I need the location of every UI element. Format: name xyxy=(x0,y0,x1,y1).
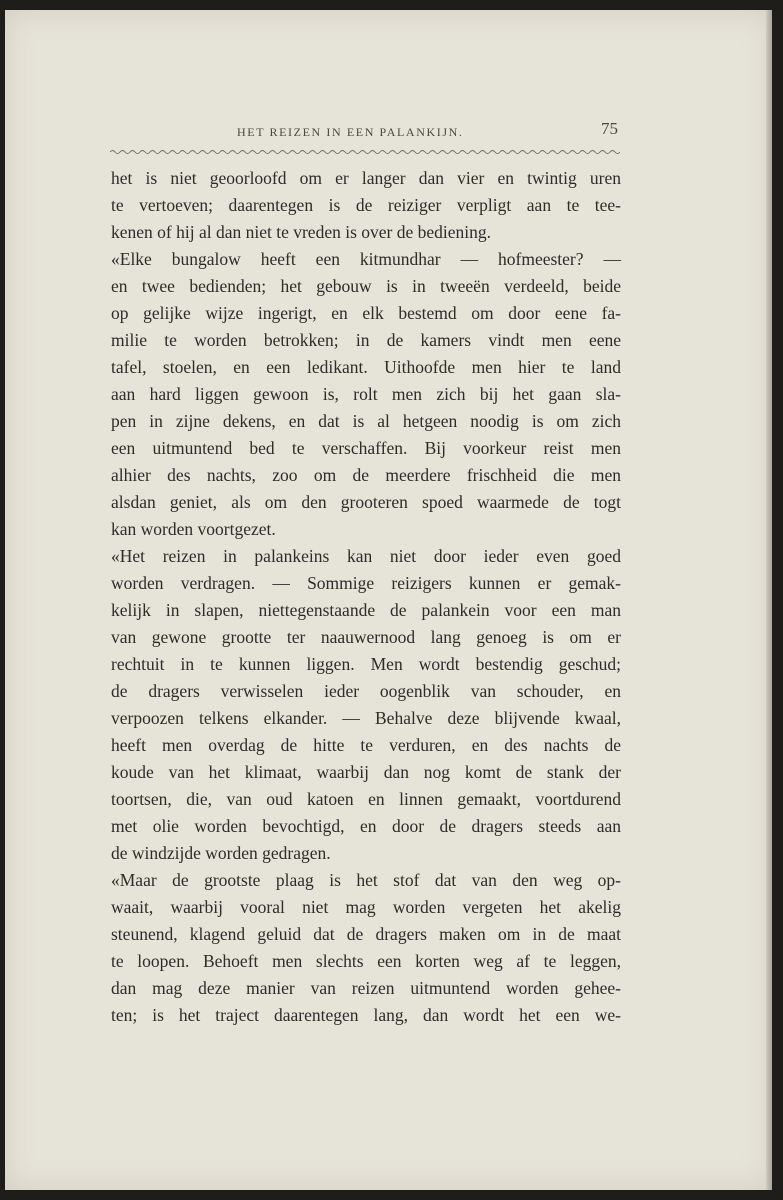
page-number: 75 xyxy=(601,119,618,138)
text-line: van gewone grootte ter naauwernood lang genoeg is om er xyxy=(111,627,621,647)
book-page xyxy=(5,10,772,1190)
text-line: de windzijde worden gedragen. xyxy=(111,843,331,863)
text-line: en twee bedienden; het gebouw is in tweeën verdeeld, beide xyxy=(111,276,621,296)
text-line: te loopen. Behoeft men slechts een korten weg af te leggen, xyxy=(111,951,621,971)
text-line: een uitmuntend bed te verschaffen. Bij voorkeur reist men xyxy=(111,438,621,458)
text-line: alhier des nachts, zoo om de meerdere frischheid die men xyxy=(111,465,621,485)
text-line: worden verdragen. — Sommige reizigers kunnen er gemak- xyxy=(111,573,621,593)
text-line: pen in zijne dekens, en dat is al hetgeen noodig is om zich xyxy=(111,411,621,431)
text-line: op gelijke wijze ingerigt, en elk bestemd om door eene fa- xyxy=(111,303,621,323)
page-header xyxy=(110,116,620,156)
text-line: te vertoeven; daarentegen is de reiziger verpligt aan te tee- xyxy=(111,195,621,215)
text-line: heeft men overdag de hitte te verduren, en des nachts de xyxy=(111,735,621,755)
text-line: verpoozen telkens elkander. — Behalve deze blijvende kwaal, xyxy=(111,708,621,728)
page-edge xyxy=(766,10,772,1190)
text-line: «Het reizen in palankeins kan niet door ieder even goed xyxy=(111,546,621,566)
text-line: rechtuit in te kunnen liggen. Men wordt bestendig geschud; xyxy=(111,654,621,674)
text-line: kelijk in slapen, niettegenstaande de palankein voor een man xyxy=(111,600,621,620)
text-line: ten; is het traject daarentegen lang, dan wordt het een we- xyxy=(111,1005,621,1025)
text-line: tafel, stoelen, en een ledikant. Uithoofde men hier te land xyxy=(111,357,621,377)
text-line: kenen of hij al dan niet te vreden is over de bediening. xyxy=(111,222,492,242)
running-title: HET REIZEN IN EEN PALANKIJN. xyxy=(237,125,464,139)
text-line: dan mag deze manier van reizen uitmuntend worden gehee- xyxy=(111,978,621,998)
body-text xyxy=(111,165,621,1029)
text-line: het is niet geoorloofd om er langer dan vier en twintig uren xyxy=(111,168,621,188)
text-line: milie te worden betrokken; in de kamers vindt men eene xyxy=(111,330,621,350)
text-line: «Maar de grootste plaag is het stof dat van den weg op- xyxy=(111,870,621,890)
text-line: «Elke bungalow heeft een kitmundhar — hofmeester? — xyxy=(111,249,621,269)
text-line: koude van het klimaat, waarbij dan nog komt de stank der xyxy=(111,762,621,782)
text-line: de dragers verwisselen ieder oogenblik van schouder, en xyxy=(111,681,621,701)
text-line: steunend, klagend geluid dat de dragers maken om in de maat xyxy=(111,924,621,944)
text-line: toortsen, die, van oud katoen en linnen gemaakt, voortdurend xyxy=(111,789,621,809)
text-line: aan hard liggen gewoon is, rolt men zich bij het gaan sla- xyxy=(111,384,621,404)
text-line: alsdan geniet, als om den grooteren spoed waarmede de togt xyxy=(111,492,621,512)
text-line: met olie worden bevochtigd, en door de dragers steeds aan xyxy=(111,816,621,836)
text-line: waait, waarbij vooral niet mag worden vergeten het akelig xyxy=(111,897,621,917)
header-rule xyxy=(110,149,620,155)
text-line: kan worden voortgezet. xyxy=(111,519,276,539)
